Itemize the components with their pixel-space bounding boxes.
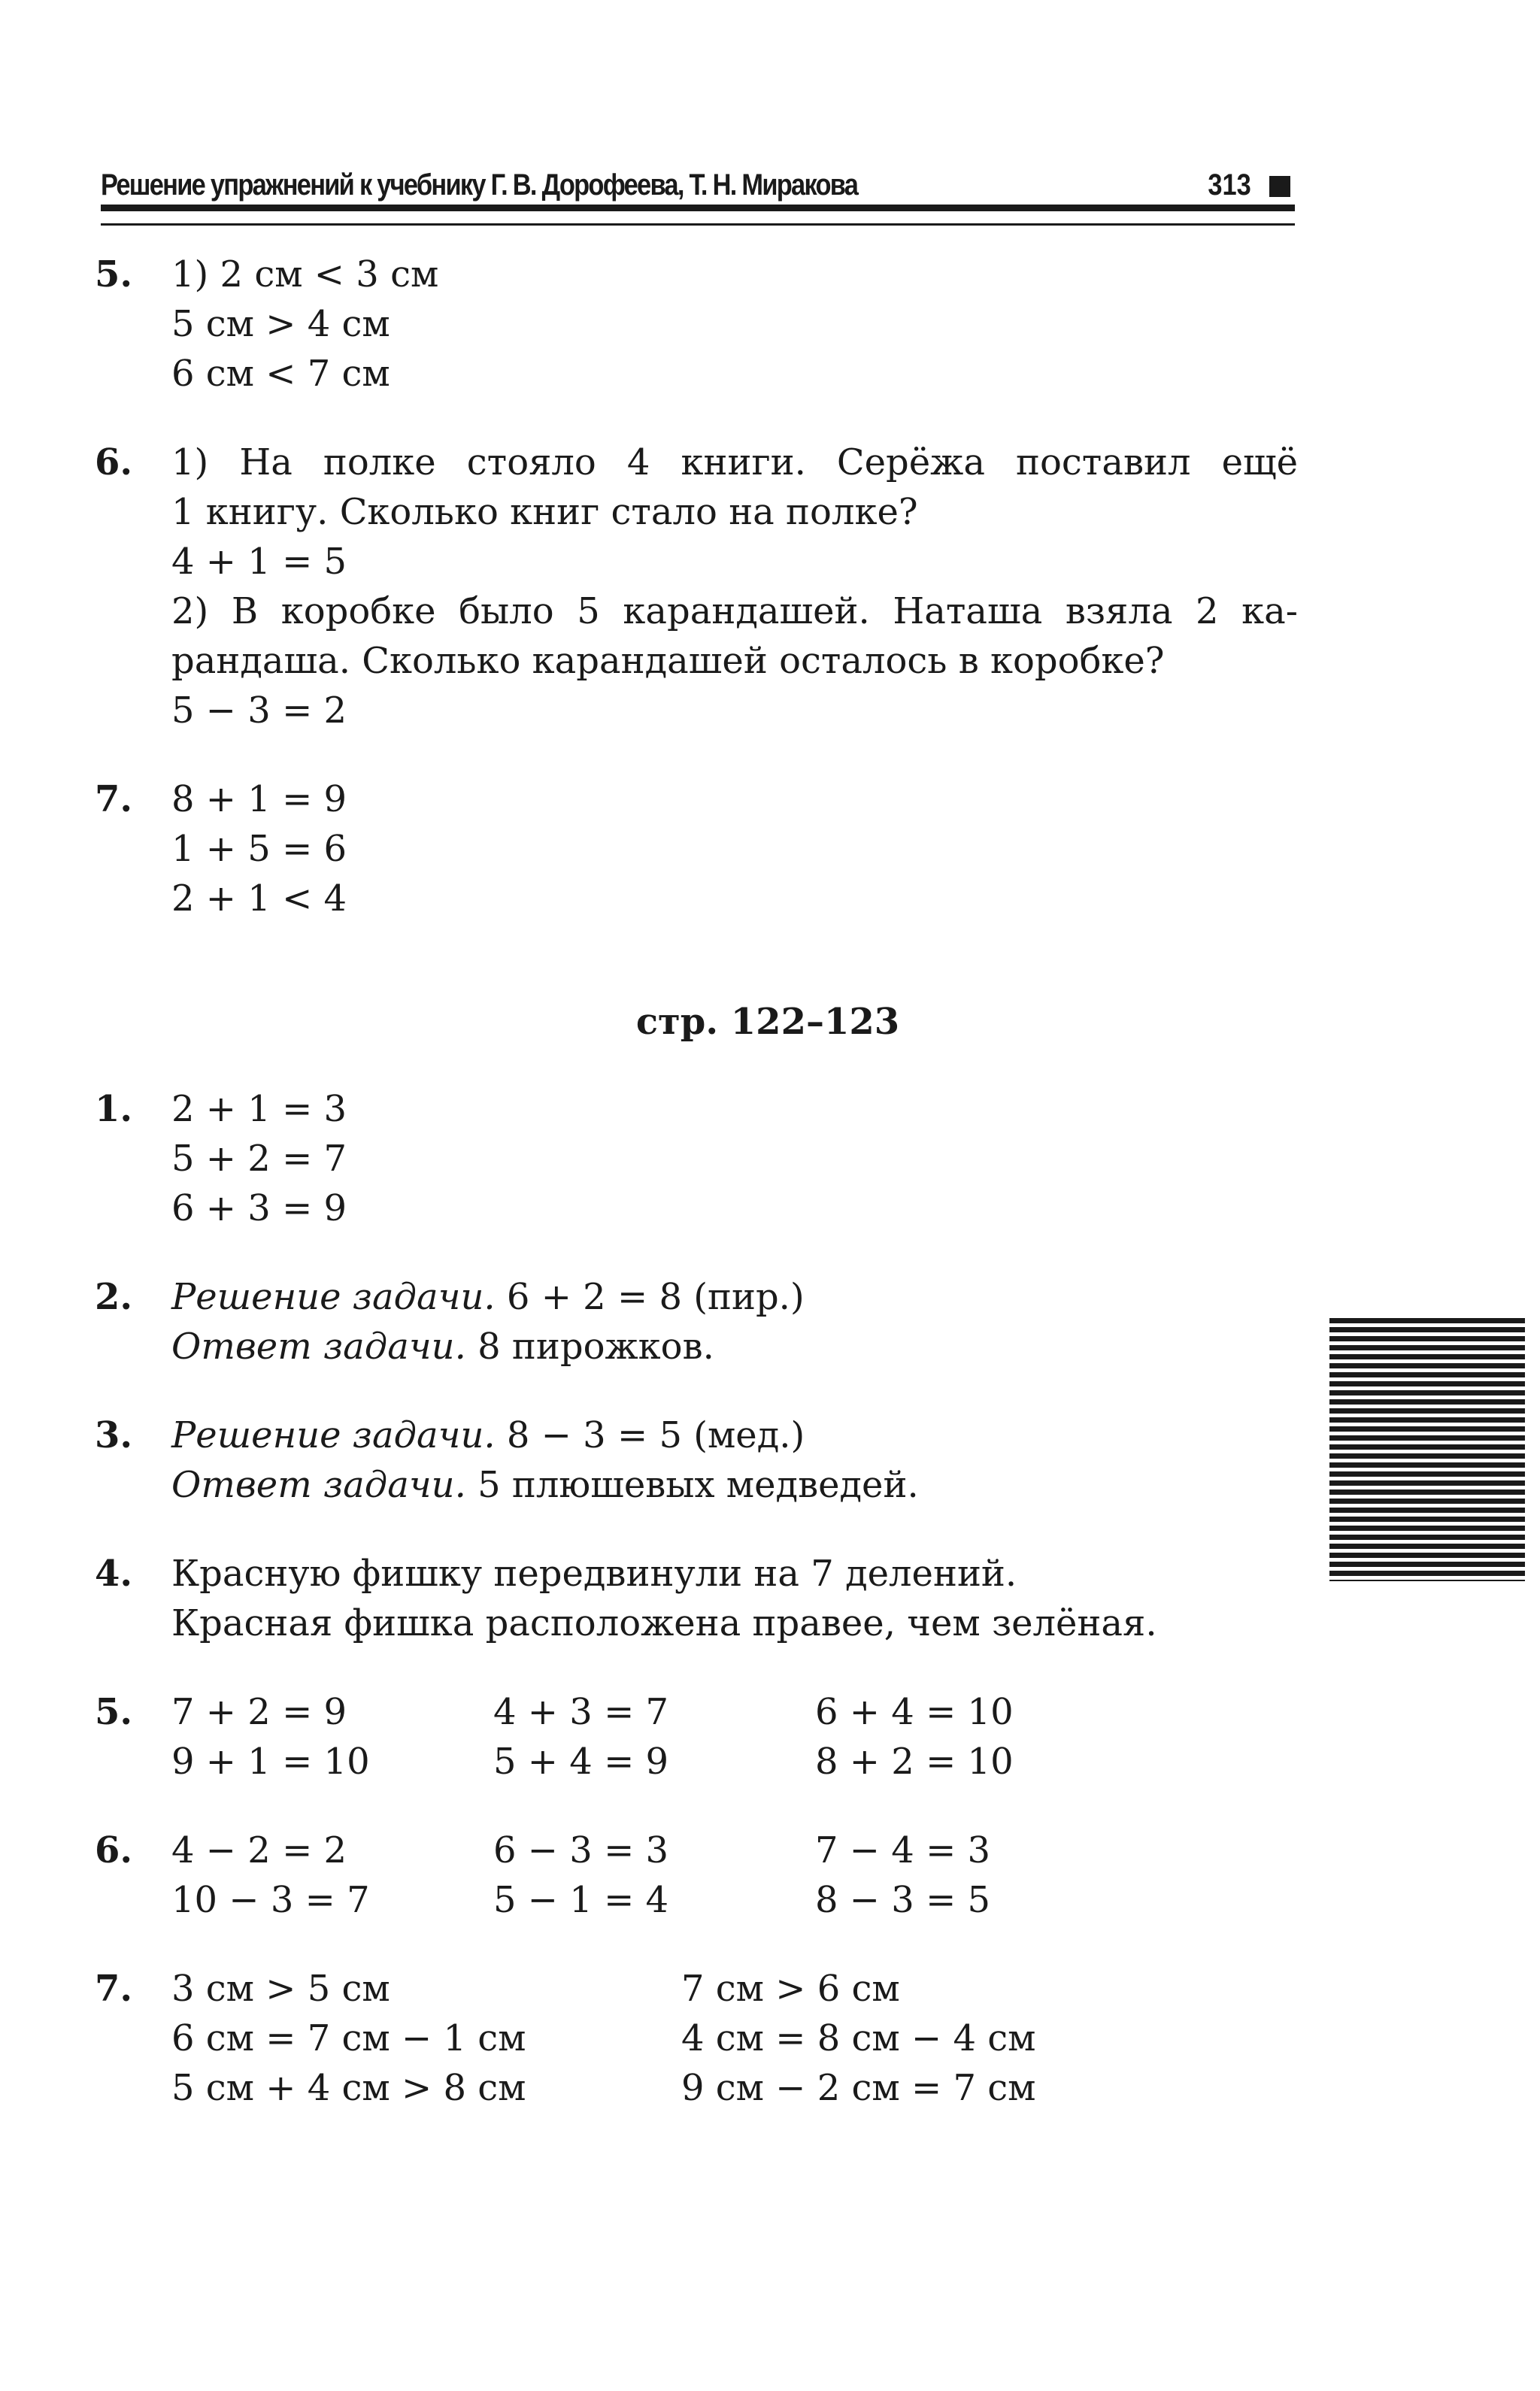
exercise-line: 5 см > 4 см xyxy=(171,303,390,345)
equation: 8 + 2 = 10 xyxy=(815,1741,1014,1783)
comparison: 9 см − 2 см = 7 см xyxy=(681,2067,1036,2109)
section-title: стр. 122–123 xyxy=(635,1001,900,1043)
solution-text: 8 − 3 = 5 (мед.) xyxy=(495,1414,805,1456)
equation: 7 + 2 = 9 xyxy=(171,1691,347,1733)
exercise-number: 1. xyxy=(95,1088,133,1130)
exercise-line: 2) В коробке было 5 карандашей. Наташа взяла 2 ка- xyxy=(171,590,1298,632)
comparison-grid xyxy=(171,1964,1298,2113)
exercise-number: 2. xyxy=(95,1276,133,1318)
exercise-4 xyxy=(95,1549,1298,1648)
exercise-line: 6 см < 7 см xyxy=(171,353,390,395)
exercise-line: 8 + 1 = 9 xyxy=(171,778,347,820)
exercise-3 xyxy=(95,1411,1298,1510)
solution-text: 6 + 2 = 8 (пир.) xyxy=(495,1276,805,1318)
answer-text: 5 плюшевых медведей. xyxy=(465,1464,919,1506)
equation: 5 + 4 = 9 xyxy=(493,1741,669,1783)
equation: 7 − 4 = 3 xyxy=(815,1829,991,1871)
page-number: 313 xyxy=(1208,168,1251,202)
exercise-line: 1) 2 см < 3 см xyxy=(171,253,439,295)
equation-grid xyxy=(171,1826,1298,1925)
exercise-7-prev xyxy=(95,774,1298,923)
equation: 9 + 1 = 10 xyxy=(171,1741,370,1783)
exercise-7 xyxy=(95,1964,1298,2113)
exercise-number: 6. xyxy=(95,441,133,483)
square-marker-icon xyxy=(1269,176,1290,197)
exercise-5 xyxy=(95,1687,1298,1786)
exercise-line: 6 + 3 = 9 xyxy=(171,1187,347,1229)
equation: 5 − 1 = 4 xyxy=(493,1879,669,1921)
equation: 6 + 4 = 10 xyxy=(815,1691,1014,1733)
exercise-line: Красную фишку передвинули на 7 делений. xyxy=(171,1553,1017,1595)
exercise-number: 3. xyxy=(95,1414,133,1456)
comparison: 7 см > 6 см xyxy=(681,1968,900,2010)
exercise-line: 2 + 1 < 4 xyxy=(171,877,347,920)
exercise-number: 7. xyxy=(95,1968,133,2010)
comparison: 4 см = 8 см − 4 см xyxy=(681,2017,1036,2059)
exercise-line: 5 + 2 = 7 xyxy=(171,1138,347,1180)
exercise-2 xyxy=(95,1272,1298,1371)
header-rule-thin xyxy=(101,223,1295,226)
exercise-number: 7. xyxy=(95,778,133,820)
striped-edge-marker xyxy=(1329,1318,1525,1581)
equation: 4 − 2 = 2 xyxy=(171,1829,347,1871)
exercise-number: 6. xyxy=(95,1829,133,1871)
exercise-line: 2 + 1 = 3 xyxy=(171,1088,347,1130)
exercise-1 xyxy=(95,1084,1298,1233)
exercise-6 xyxy=(95,1826,1298,1925)
header-rule-thick xyxy=(101,205,1295,211)
equation: 10 − 3 = 7 xyxy=(171,1879,370,1921)
exercise-number: 4. xyxy=(95,1553,133,1595)
answer-text: 8 пирожков. xyxy=(465,1326,714,1368)
exercise-line: Красная фишка расположена правее, чем зелёная. xyxy=(171,1602,1157,1644)
running-header-title: Решение упражнений к учебнику Г. В. Дорофеева, Т. Н. Миракова xyxy=(101,168,858,202)
exercise-line: рандаша. Сколько карандашей осталось в коробке? xyxy=(171,640,1165,682)
exercise-line: 4 + 1 = 5 xyxy=(171,541,347,583)
comparison: 5 см + 4 см > 8 см xyxy=(171,2067,526,2109)
comparison: 6 см = 7 см − 1 см xyxy=(171,2017,526,2059)
equation: 6 − 3 = 3 xyxy=(493,1829,669,1871)
exercise-line: 5 − 3 = 2 xyxy=(171,689,347,732)
answer-label: Ответ задачи. xyxy=(171,1326,466,1368)
exercise-number: 5. xyxy=(95,1691,133,1733)
equation: 8 − 3 = 5 xyxy=(815,1879,991,1921)
solution-label: Решение задачи. xyxy=(171,1276,496,1318)
exercise-line: 1) На полке стояло 4 книги. Серёжа поставил ещё xyxy=(171,441,1298,483)
exercise-5-prev xyxy=(95,250,1298,398)
exercise-6-prev xyxy=(95,438,1298,735)
equation: 4 + 3 = 7 xyxy=(493,1691,669,1733)
comparison: 3 см > 5 см xyxy=(171,1968,390,2010)
exercise-line: 1 + 5 = 6 xyxy=(171,828,347,870)
page-content xyxy=(95,250,1298,2113)
solution-label: Решение задачи. xyxy=(171,1414,496,1456)
exercise-number: 5. xyxy=(95,253,133,295)
answer-label: Ответ задачи. xyxy=(171,1464,466,1506)
exercise-line: 1 книгу. Сколько книг стало на полке? xyxy=(171,491,918,533)
equation-grid xyxy=(171,1687,1298,1786)
